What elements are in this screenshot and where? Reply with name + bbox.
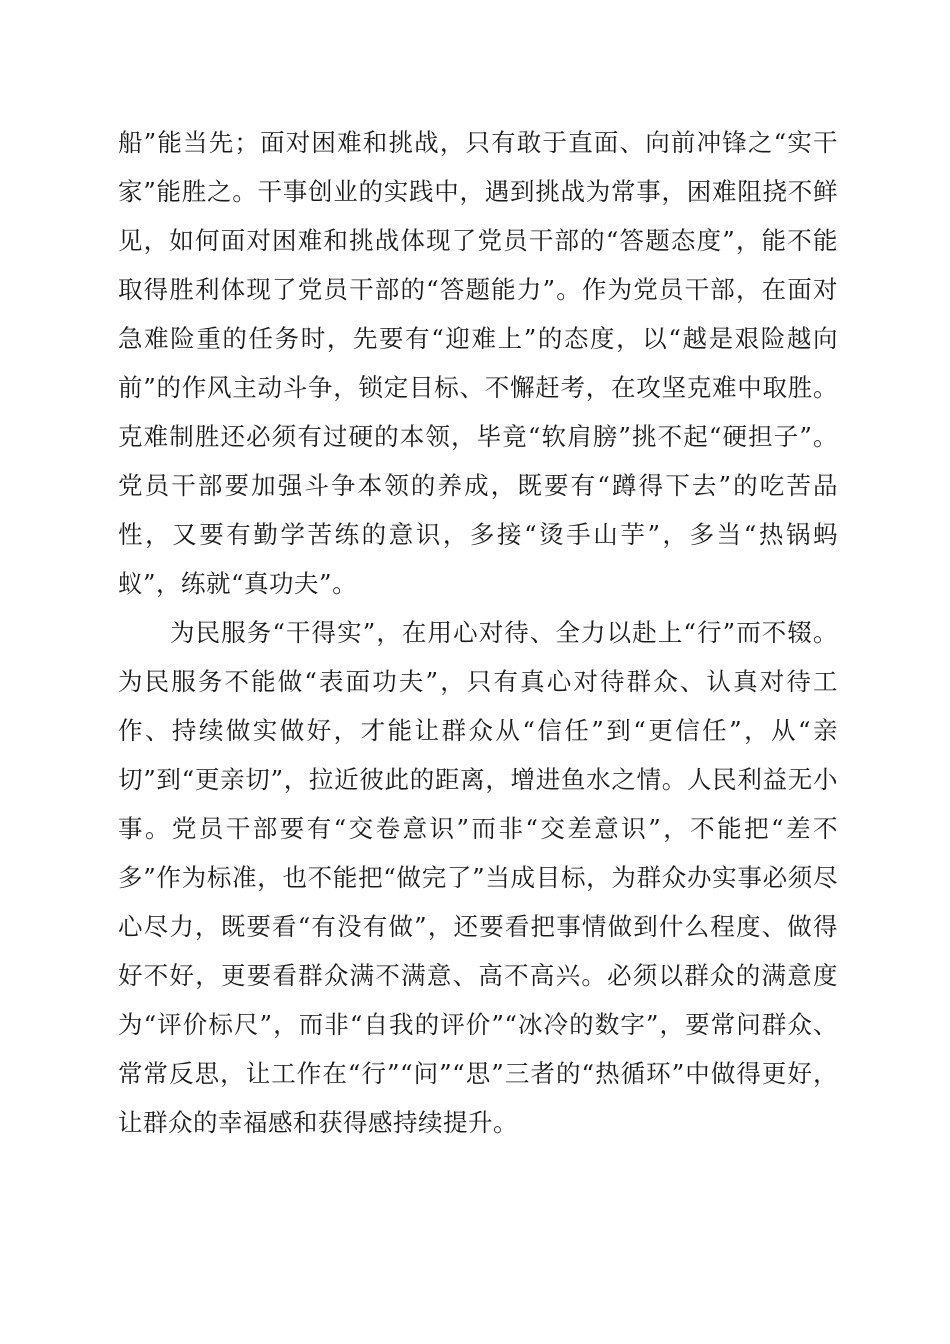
document-body	[118, 118, 838, 1147]
paragraph-serve-people: 为民服务“干得实”，在用心对待、全力以赴上“行”而不辍。为民服务不能做“表面功夫”，只有真心对待群众、认真对待工作、持续做实做好，才能让群众从“信任”到“更信任”，从“亲切”到“更亲切”，拉近彼此的距离，增进鱼水之情。人民利益无小事。党员干部要有“交卷意识”而非“交差意识”，不能把“差不多”作为标准，也不能把“做完了”当成目标，为群众办实事必须尽心尽力，既要看“有没有做”，还要看把事情做到什么程度、做得好不好，更要看群众满不满意、高不高兴。必须以群众的满意度为“评价标尺”，而非“自我的评价”“冰冷的数字”，要常问群众、常常反思，让工作在“行”“问”“思”三者的“热循环”中做得更好，让群众的幸福感和获得感持续提升。	[118, 618, 838, 1137]
paragraph-continuation: 船”能当先；面对困难和挑战，只有敢于直面、向前冲锋之“实干家”能胜之。干事创业的实践中，遇到挑战为常事，困难阻挠不鲜见，如何面对困难和挑战体现了党员干部的“答题态度”，能不能取得胜利体现了党员干部的“答题能力”。作为党员干部，在面对急难险重的任务时，先要有“迎难上”的态度，以“越是艰险越向前”的作风主动斗争，锁定目标、不懈赶考，在攻坚克难中取胜。克难制胜还必须有过硬的本领，毕竟“软肩膀”挑不起“硬担子”。党员干部要加强斗争本领的养成，既要有“蹲得下去”的吃苦品性，又要有勤学苦练的意识，多接“烫手山芋”，多当“热锅蚂蚁”，练就“真功夫”。	[118, 128, 838, 598]
